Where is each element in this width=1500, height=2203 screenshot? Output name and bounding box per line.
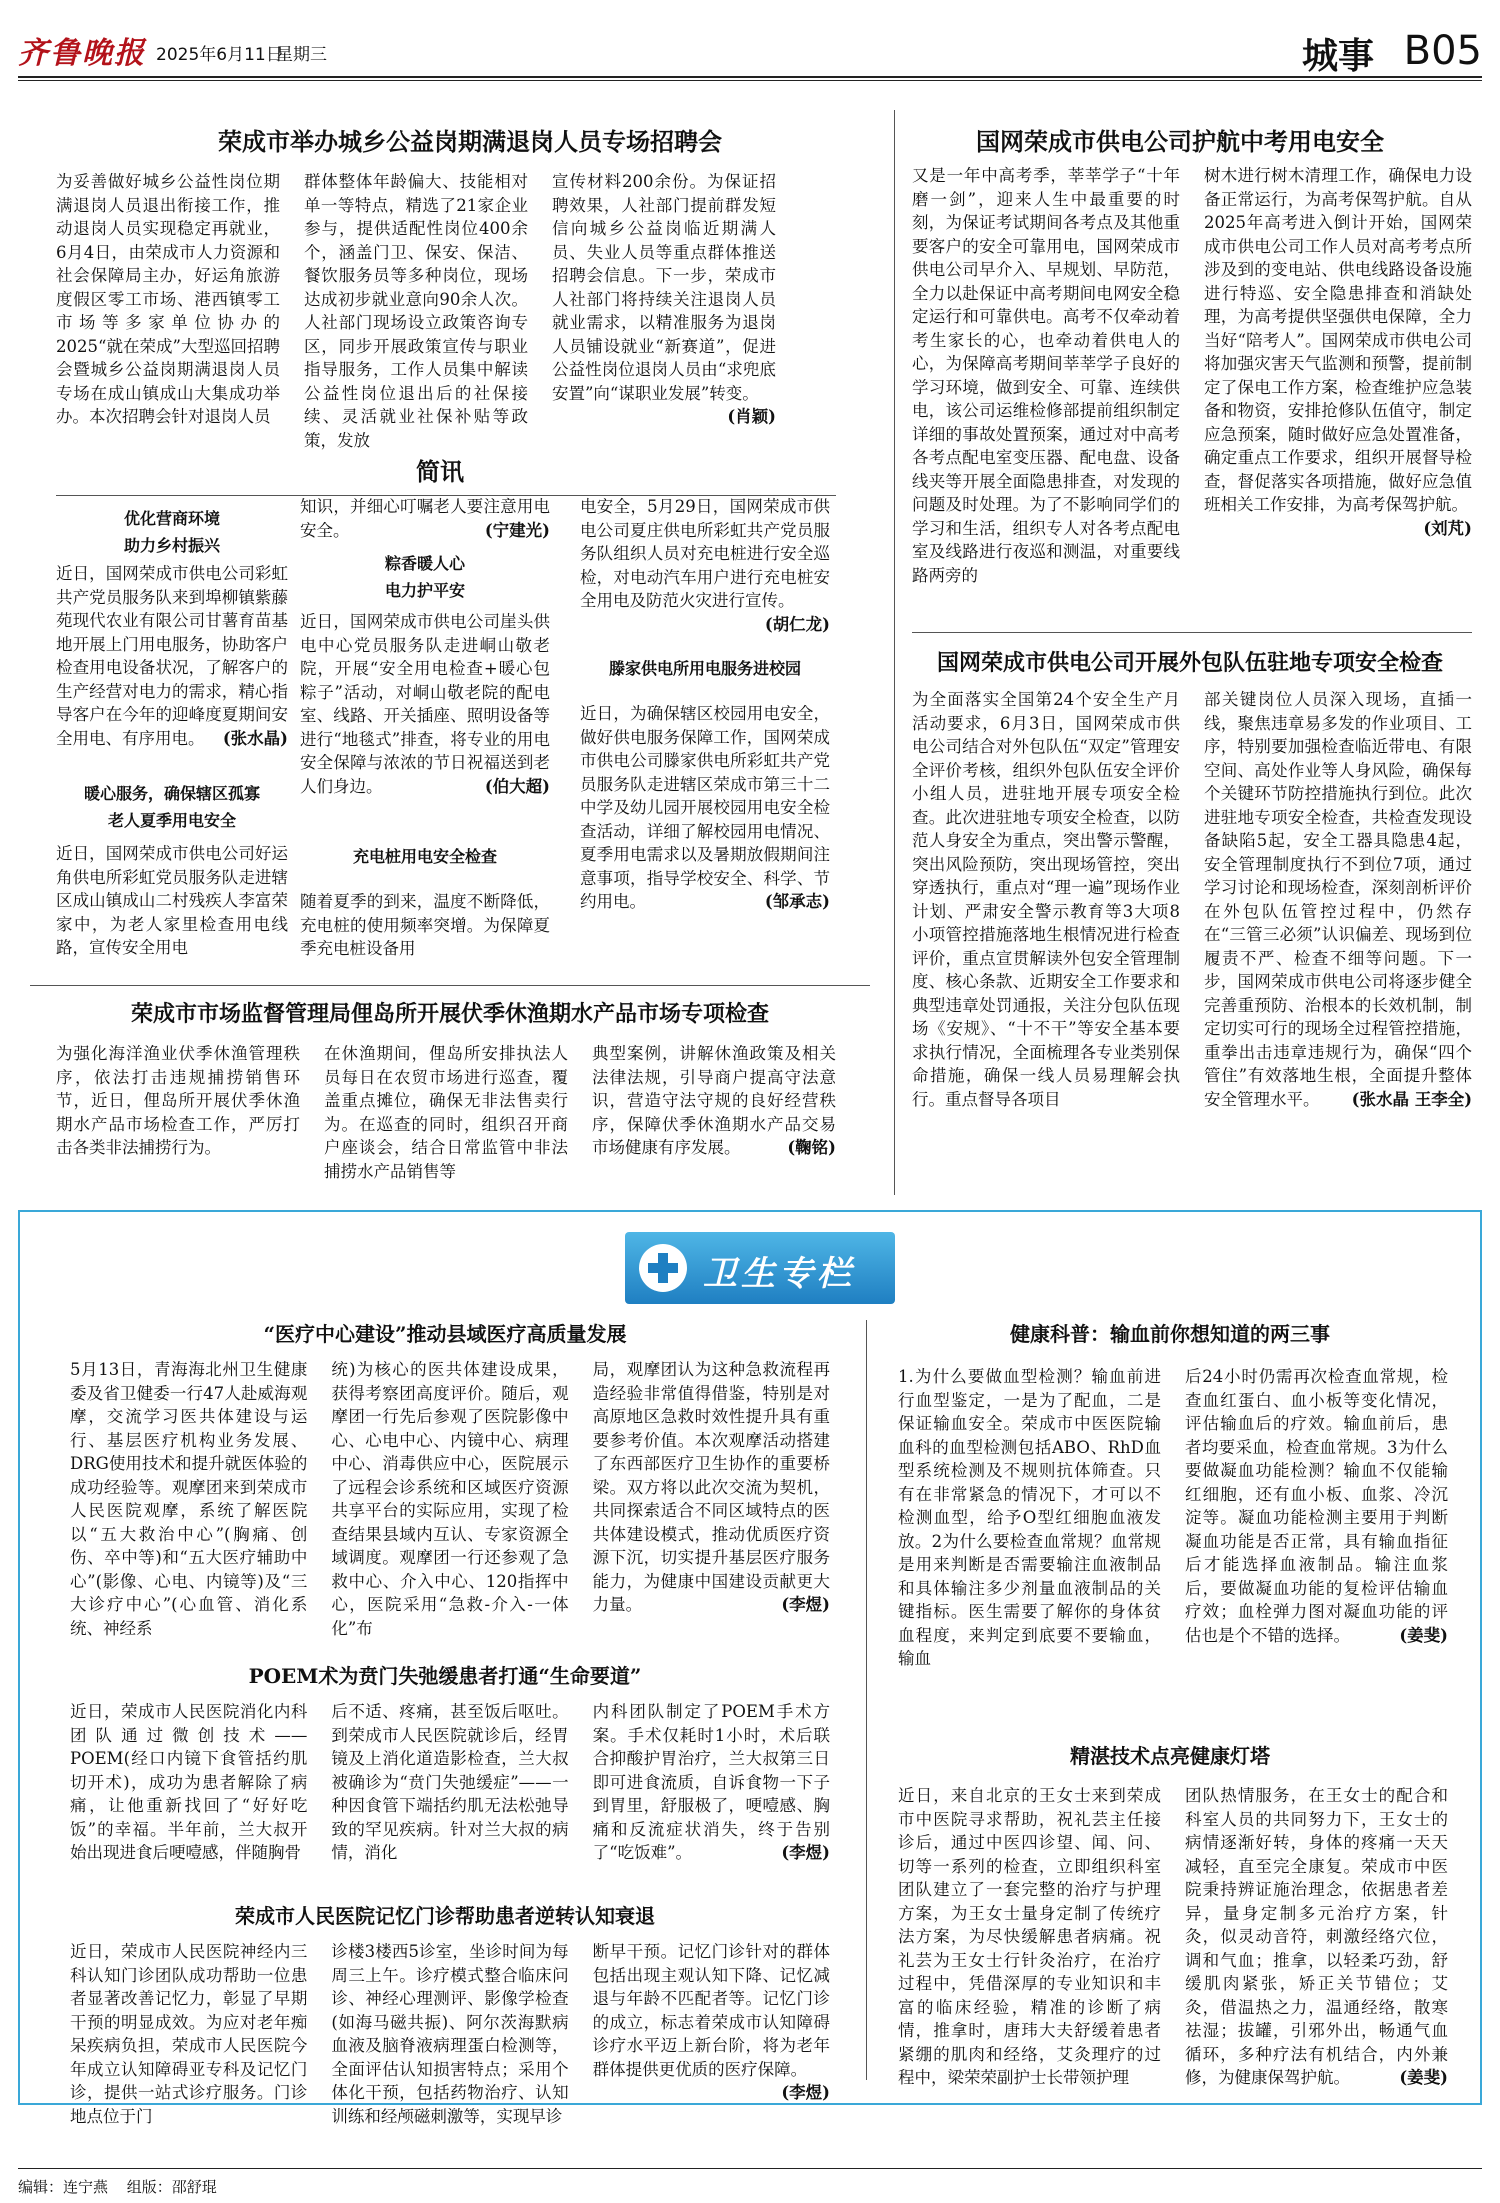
brief-s2-title-a: 暖心服务，确保辖区孤寡 — [83, 784, 260, 803]
a1-col1: 为妥善做好城乡公益性岗位期满退岗人员退出衔接工作，推动退岗人员实现稳定再就业，6月4日，由荣成市人力资源和社会保障局主办，好运角旅游度假区零工市场、港西镇零工市场等多家单位协办的2025“就在荣成”大型巡回招聘会暨城乡公益岗期满退岗人员专场在成山镇成山大集成功举办。本次招聘会针对退岗人员 — [56, 172, 280, 426]
page-number: B05 — [1403, 28, 1482, 74]
brief-s3-byline: (伯大超) — [484, 776, 550, 796]
a5-col1: 为全面落实全国第24个安全生产月活动要求，6月3日，国网荣成市供电公司结合对外包队伍“双定”管理安全评价考核，组织外包队伍安全评价小组人员，进驻地开展专项安全检查。此次进驻地专项安全检查，以防范人身安全为重点，突出警示警醒，突出风险预防，突出现场管控，突出穿透执行，重点对“理一遍”现场作业计划、严肃安全警示教育等3大项8小项管控措施落地生根情况进行检查评价，重点宣贯解读外包安全管理制度、核心条款、近期安全工作要求和典型违章处罚通报，关注分包队伍现场《安规》、“十不干”等安全基本要求执行情况，全面梳理各专业类别保命措施，确保一线人员易理解会执行。重点督导各项目 — [912, 690, 1180, 1109]
a5-byline: (张水晶 王李全) — [1351, 1089, 1472, 1109]
brief-s5-text: 近日，为确保辖区校园用电安全，做好供电服务保障工作，国网荣成市供电公司滕家供电所彩虹共产党员服务队走进辖区荣成市第三十二中学及幼儿园开展校园用电安全检查活动，详细了解校园用电情况、夏季用电需求以及暑期放假期间注意事项，指导学校安全、科学、节约用电。 — [580, 704, 830, 911]
brief-col2-top — [300, 495, 550, 542]
a3-col3: 典型案例，讲解休渔政策及相关法律法规，引导商户提高守法意识，营造守法守规的良好经营秩序，保障伏季休渔期水产品交易市场健康有序发展。 — [592, 1044, 836, 1157]
h4-byline: (姜斐) — [1399, 1625, 1448, 1645]
brief-col3-top — [580, 495, 830, 636]
h3-col3: 断早干预。记忆门诊针对的群体包括出现主观认知下降、记忆减退与年龄不匹配者等。记忆门诊的成立，标志着荣成市认知障碍诊疗水平迈上新台阶，将为老年群体提供更优质的医疗保障。 — [592, 1942, 830, 2079]
h2-byline: (李煜) — [781, 1843, 830, 1862]
h1-byline: (李煜) — [781, 1595, 830, 1614]
footer-editor: 编辑：连宁燕 — [18, 2178, 109, 2196]
masthead-rule-thin — [18, 80, 1482, 81]
h1-col1: 5月13日，青海海北州卫生健康委及省卫健委一行47人赴威海观摩，交流学习医共体建设与运行、基层医疗机构业务发展、DRG使用技术和提升就医体验的成功经验等。观摩团来到荣成市人民医院观摩，系统了解医院以“五大救治中心”(胸痛、创伤、卒中等)和“五大医疗辅助中心”(影像、心电、内镜等)及“三大诊疗中心”(心血管、消化系统、神经系 — [70, 1360, 308, 1638]
a1-body — [56, 170, 776, 452]
h5-col2: 团队热情服务，在王女士的配合和科室人员的共同努力下，王女士的病情逐渐好转，身体的疼痛一天天减轻，直至完全康复。荣成市中医院秉持辨证施治理念，依据患者差异，量身定制多元治疗方案，针灸，似灵动音符，刺激经络穴位，调和气血；推拿，以轻柔巧劲，舒缓肌肉紧张，矫正关节错位；艾灸，借温热之力，温通经络，散寒祛湿；拔罐，引邪外出，畅通气血循环，多种疗法有机结合，内外兼修，为健康保驾护航。 — [1185, 1786, 1448, 2087]
a1-col2: 群体整体年龄偏大、技能相对单一等特点，精选了21家企业参与，提供适配性岗位400余个，涵盖门卫、保安、保洁、餐饮服务员等多种岗位，现场达成初步就业意向90余人次。人社部门现场设立政策咨询专区，同步开展政策宣传与职业指导服务，工作人员集中解读公益性岗位退出后的社保接续、灵活就业社保补贴等政策，发放 — [304, 172, 528, 450]
brief-s1-title-a: 优化营商环境 — [123, 509, 220, 528]
brief-s5-byline: (邹承志) — [764, 892, 830, 911]
health-divider — [866, 1320, 867, 2080]
a4-col2: 树木进行树木清理工作，确保电力设备正常运行，为高考保驾护航。自从2025年高考进入倒计开始，国网荣成市供电公司工作人员对高考考点所涉及到的变电站、供电线路设备设施进行特巡、安全隐患排查和消缺处理，为高考提供坚强供电保障，全力当好“陪考人”。国网荣成市供电公司将加强灾害天气监测和预警，提前制定了保电工作方案，检查维护应急装备和物资，安排抢修队伍值守，制定应急预案，随时做好应急处置准备，确定重点工作要求，组织开展督导检查，督促落实各项措施，做好应急值班相关工作安排，为高考保驾护航。 — [1204, 166, 1472, 514]
brief-col2-top-byline: (宁建光) — [484, 520, 550, 540]
h4-headline: 健康科普：输血前你想知道的两三事 — [1010, 1322, 1330, 1346]
section-title: 城事 — [1301, 35, 1374, 77]
health-banner-title: 卫生专栏 — [703, 1254, 855, 1294]
a3-col2: 在休渔期间，俚岛所安排执法人员每日在农贸市场进行巡查，覆盖重点摊位，确保无非法售卖行为。在巡查的同时，组织召开商户座谈会，结合日常监管中非法捕捞水产品销售等 — [324, 1044, 568, 1181]
brief-col3-top-text: 电安全，5月29日，国网荣成市供电公司夏庄供电所彩虹共产党员服务队组织人员对充电桩进行安全巡检，对电动汽车用户进行充电桩安全用电及防范火灾进行宣传。 — [580, 497, 830, 610]
h3-body — [70, 1940, 830, 2128]
medical-cross-icon — [639, 1244, 687, 1292]
brief-s1-byline: (张水晶) — [222, 728, 288, 748]
brief-title: 简讯 — [416, 457, 464, 486]
h5-col1: 近日，来自北京的王女士来到荣成市中医院寻求帮助，祝礼芸主任接诊后，通过中医四诊望、闻、问、切等一系列的检查，立即组织科室团队建立了一套完整的治疗与护理方案，为王女士量身定制了传统疗法方案，为尽快缓解患者病痛。祝礼芸为王女士行针灸治疗，在治疗过程中，凭借深厚的专业知识和丰富的临床经验，精准的诊断了病情，推拿时，唐玮大夫舒缓着患者紧绷的肌肉和经络，艾灸理疗的过程中，梁荣荣副护士长带领护理 — [898, 1786, 1161, 2087]
brief-s3-title-b: 电力护平安 — [384, 581, 465, 600]
a1-headline: 荣成市举办城乡公益岗期满退岗人员专场招聘会 — [218, 127, 722, 156]
brief-s3-text: 近日，国网荣成市供电公司崖头供电中心党员服务队走进峒山敬老院，开展“安全用电检查+暖心包粽子”活动，对峒山敬老院的配电室、线路、开关插座、照明设备等进行“地毯式”排查，将专业的用电安全保障与浓浓的节日祝福送到老人们身边。 — [300, 612, 550, 796]
a3-headline: 荣成市市场监督管理局俚岛所开展伏季休渔期水产品市场专项检查 — [130, 1001, 769, 1027]
h2-col2: 后不适、疼痛，甚至饭后呕吐。到荣成市人民医院就诊后，经胃镜及上消化道造影检查，兰大叔被确诊为“贲门失弛缓症”——一种因食管下端括约肌无法松弛导致的罕见疾病。针对兰大叔的病情，消化 — [331, 1702, 569, 1862]
brief-s1-title — [56, 505, 288, 559]
a5-body — [912, 688, 1472, 1111]
brief-col2-top-text: 知识，并细心叮嘱老人要注意用电安全。 — [300, 497, 550, 540]
a4-byline: (刘芃) — [1423, 518, 1472, 538]
h5-byline: (姜斐) — [1399, 2068, 1448, 2087]
a4-col1: 又是一年中高考季，莘莘学子“十年磨一剑”，迎来人生中最重要的时刻，为保证考试期间各考点及其他重要客户的安全可靠用电，国网荣成市供电公司早介入、早规划、早防范，全力以赴保证中高考期间电网安全稳定运行和可靠供电。高考不仅牵动着考生家长的心，也牵动着供电人的心，为保障高考期间莘莘学子良好的学习环境，做到安全、可靠、连续供电，该公司运维检修部提前组织制定详细的事故处置预案，通过对中高考各考点配电室变压器、配电盘、设备线夹等开展全面隐患排查，对发现的问题及时处理。为了不影响同学们的学习和生活，组织专人对各考点配电室及线路进行夜巡和测温，对重要线路两旁的 — [912, 166, 1180, 585]
h1-body — [70, 1358, 830, 1640]
issue-weekday: 星期三 — [276, 45, 327, 65]
a4-body — [912, 164, 1472, 587]
h1-col2: 统)为核心的医共体建设成果，获得考察团高度评价。随后，观摩团一行先后参观了医院影像中心、心电中心、内镜中心、病理中心、消毒供应中心，医院展示了远程会诊系统和区域医疗资源共享平台的实际应用，实现了检查结果县域内互认、专家资源全域调度。观摩团一行还参观了急救中心、介入中心、120指挥中心，医院采用“急救-介入-一体化”布 — [331, 1360, 569, 1638]
h2-body — [70, 1700, 830, 1865]
footer-layout: 组版：邵舒琨 — [126, 2178, 217, 2196]
brief-col3-top-byline: (胡仁龙) — [764, 614, 830, 634]
issue-date: 2025年6月11日 — [156, 45, 283, 65]
h5-body — [898, 1784, 1448, 2090]
brief-s1-body — [56, 562, 288, 750]
a5-rule — [912, 632, 1472, 633]
h4-col1: 1.为什么要做血型检测？输血前进行血型鉴定，一是为了配血，二是保证输血安全。荣成市中医医院输血科的血型检测包括ABO、RhD血型系统检测及不规则抗体筛查。只有在非常紧急的情况下，才可以不检测血型，给予O型红细胞血液发放。2为什么要检查血常规？血常规是用来判断是否需要输注血液制品和具体输注多少剂量血液制品的关键指标。医生需要了解你的身体贫血程度，来判定到底要不要输血，输血 — [898, 1367, 1161, 1668]
a5-col2: 部关键岗位人员深入现场，直插一线，聚焦违章易多发的作业项目、工序，特别要加强检查临近带电、有限空间、高处作业等人身风险，确保每个关键环节防控措施执行到位。此次进驻地专项安全检查，共检查发现设备缺陷5起，安全工器具隐患4起，安全管理制度执行不到位7项，通过学习讨论和现场检查，深刻剖析评价在外包队伍管控过程中，仍然存在“三管三必须”认识偏差、现场到位履责不严、检查不细等问题。下一步，国网荣成市供电公司将逐步健全完善重预防、治根本的长效机制，制定切实可行的现场全过程管控措施，重拳出击违章违规行为，确保“四个管住”有效落地生根，全面提升整体安全管理水平。 — [1204, 690, 1472, 1109]
brief-s2-title-b: 老人夏季用电安全 — [107, 811, 236, 830]
h3-headline: 荣成市人民医院记忆门诊帮助患者逆转认知衰退 — [235, 1904, 655, 1928]
a3-rule — [30, 985, 870, 986]
brief-s1-title-b: 助力乡村振兴 — [123, 536, 220, 555]
brief-s3-body — [300, 610, 550, 798]
a1-col3: 宣传材料200余份。为保证招聘效果，人社部门提前群发短信向城乡公益岗临近期满人员、失业人员等重点群体推送招聘会信息。下一步，荣成市人社部门将持续关注退岗人员就业需求，以精准服务为退岗人员铺设就业“新赛道”，促进公益性岗位退岗人员由“求兜底安置”向“谋职业发展”转变。 — [552, 172, 776, 403]
newspaper-logo: 齐鲁晚报 — [18, 36, 146, 71]
footer — [18, 2176, 1482, 2197]
a5-headline: 国网荣成市供电公司开展外包队伍驻地专项安全检查 — [936, 650, 1443, 676]
brief-s2-title — [56, 780, 288, 834]
h5-headline: 精湛技术点亮健康灯塔 — [1070, 1744, 1270, 1768]
brief-s4-body: 随着夏季的到来，温度不断降低，充电桩的使用频率突增。为保障夏季充电桩设备用 — [300, 892, 550, 958]
masthead — [18, 22, 1482, 77]
h3-col1: 近日，荣成市人民医院神经内三科认知门诊团队成功帮助一位患者显著改善记忆力，彰显了早期干预的明显成效。为应对老年痴呆疾病负担，荣成市人民医院今年成立认知障碍亚专科及记忆门诊，提供一站式诊疗服务。门诊地点位于门 — [70, 1942, 308, 2126]
brief-s5-body — [580, 702, 830, 914]
a4-headline: 国网荣成市供电公司护航中考用电安全 — [976, 127, 1384, 156]
brief-s1-text: 近日，国网荣成市供电公司彩虹共产党员服务队来到埠柳镇紫藤苑现代农业有限公司甘薯育苗基地开展上门用电服务，协助客户检查用电设备状况，了解客户的生产经营对电力的需求，精心指导客户在今年的迎峰度夏期间安全用电、有序用电。 — [56, 564, 288, 748]
footer-rule — [18, 2168, 1482, 2169]
h2-headline: POEM术为贲门失弛缓患者打通“生命要道” — [248, 1664, 642, 1688]
brief-s5-title: 滕家供电所用电服务进校园 — [608, 659, 801, 678]
a3-body — [56, 1042, 836, 1183]
h2-col3: 内科团队制定了POEM手术方案。手术仅耗时1小时，术后联合抑酸护胃治疗，兰大叔第三日即可进食流质，自诉食物一下子到胃里，舒服极了，哽噎感、胸痛和反流症状消失，终于告别了“吃饭难”。 — [592, 1702, 830, 1862]
h4-body — [898, 1365, 1448, 1671]
a3-byline: (鞠铭) — [787, 1138, 836, 1157]
h3-col2: 诊楼3楼西5诊室，坐诊时间为每周三上午。诊疗模式整合临床问诊、神经心理测评、影像学检查(如海马磁共振)、阿尔茨海默病血液及脑脊液病理蛋白检测等，全面评估认知损害特点；采用个体化干预，包括药物治疗、认知训练和经颅磁刺激等，实现早诊 — [331, 1942, 569, 2126]
a3-col1: 为强化海洋渔业伏季休渔管理秩序，依法打击违规捕捞销售环节，近日，俚岛所开展伏季休渔期水产品市场检查工作，严厉打击各类非法捕捞行为。 — [56, 1044, 300, 1157]
a1-byline: (肖颖) — [727, 407, 776, 426]
h4-col2: 后24小时仍需再次检查血常规，检查血红蛋白、血小板等变化情况，评估输血后的疗效。输血前后，患者均要采血，检查血常规。3为什么要做凝血功能检测？输血不仅能输红细胞，还有血小板、血浆、冷沉淀等。凝血功能检测主要用于判断凝血功能是否正常，具有输血指征后才能选择血液制品。输注血浆后，要做凝血功能的复检评估输血疗效；血栓弹力图对凝血功能的评估也是个不错的选择。 — [1185, 1367, 1448, 1645]
column-divider — [894, 110, 895, 1195]
h2-col1: 近日，荣成市人民医院消化内科团队通过微创技术——POEM(经口内镜下食管括约肌切开术)，成功为患者解除了病痛，让他重新找回了“好好吃饭”的幸福。半年前，兰大叔开始出现进食后哽噎感，伴随胸骨 — [70, 1702, 308, 1862]
brief-s3-title — [300, 550, 550, 604]
h1-headline: “医疗中心建设”推动县域医疗高质量发展 — [263, 1322, 627, 1346]
masthead-rule — [18, 76, 1482, 78]
h1-col3: 局，观摩团认为这种急救流程再造经验非常值得借鉴，特别是对高原地区急救时效性提升具有重要参考价值。本次观摩活动搭建了东西部医疗卫生协作的重要桥梁。双方将以此次交流为契机，共同探索适合不同区域特点的医共体建设模式，推动优质医疗资源下沉，切实提升基层医疗服务能力，为健康中国建设贡献更大力量。 — [592, 1360, 830, 1614]
brief-s4-title: 充电桩用电安全检查 — [352, 847, 497, 866]
brief-s2-body: 近日，国网荣成市供电公司好运角供电所彩虹党员服务队走进辖区成山镇成山二村残疾人李富荣家中，为老人家里检查用电线路，宣传安全用电 — [56, 844, 288, 957]
h3-byline: (李煜) — [781, 2083, 830, 2102]
brief-s3-title-a: 粽香暖人心 — [384, 554, 465, 573]
health-banner — [625, 1232, 895, 1304]
